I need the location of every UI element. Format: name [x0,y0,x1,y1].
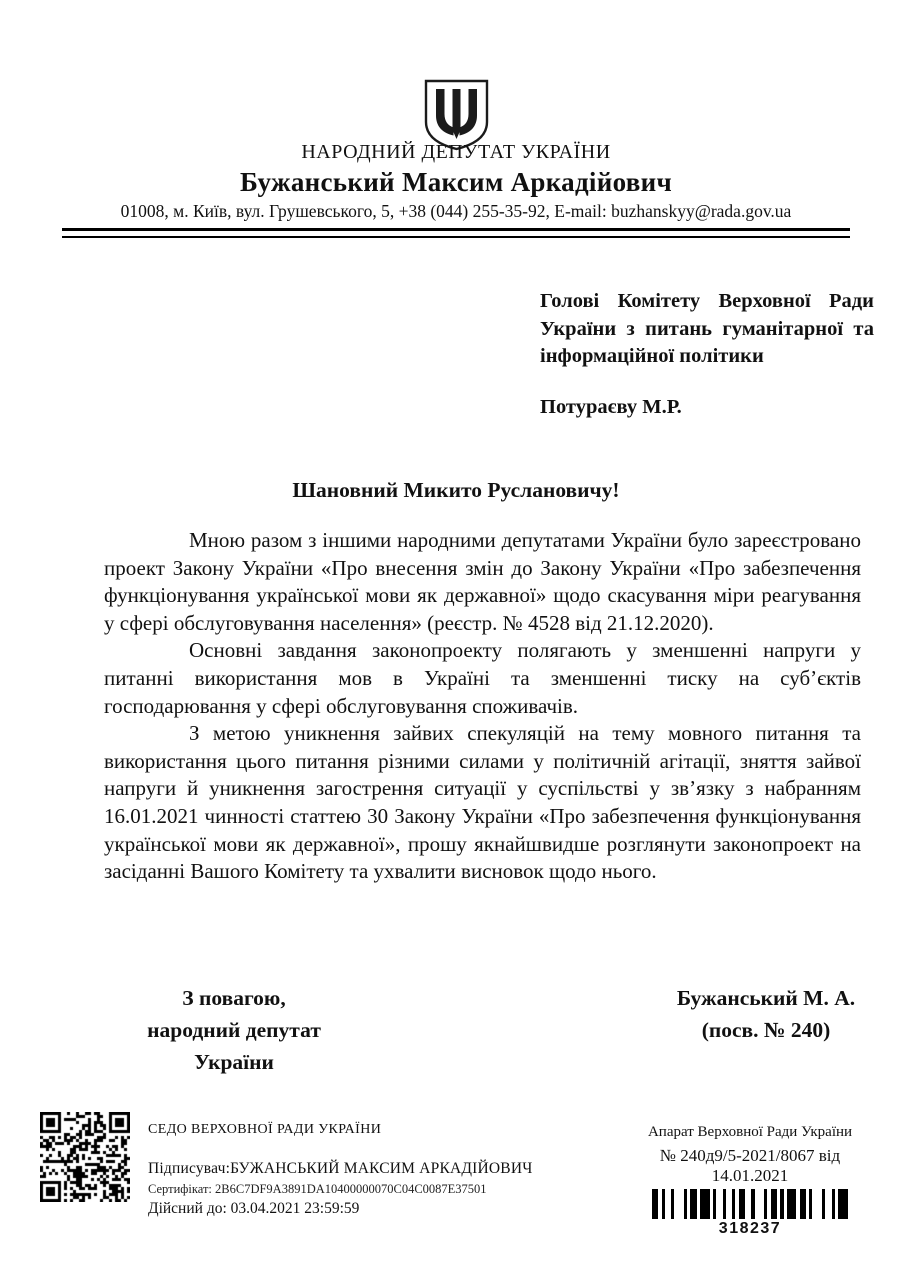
body-paragraph: Основні завдання законопроекту полягають у зменшенні напруги у питанні використання мов в Україні та зменшенні тиску на суб’єктів господарювання у сфері обслуговування споживачів. [104,638,861,718]
barcode-bar [787,1189,797,1219]
addressee-line: України з питань гуманітарної та [540,317,874,340]
signature-credential: (посв. № 240) [701,1018,831,1042]
body-paragraph: Мною разом з іншими народними депутатами України було зареєстровано проект Закону України «Про внесення змін до Закону України «Про забезпечення функціонування української мови як державної» щодо скасування міри реагування у сфері обслуговування населення» (реєстр. № 4528 від 21.12.2020). [104,528,861,635]
addressee-block [540,288,874,371]
registration-office: Апарат Верховної Ради України [647,1124,853,1140]
esign-signer-line: Підписувач:БУЖАНСЬКИЙ МАКСИМ АРКАДІЙОВИЧ [148,1160,533,1177]
addressee-person: Потураєву М.Р. [540,396,682,418]
org-title: НАРОДНИЙ ДЕПУТАТ УКРАЇНИ [301,141,611,163]
barcode-bar [700,1189,710,1219]
addressee-line: Голові Комітету Верховної Ради [540,290,874,312]
letterhead-divider [62,228,850,238]
qr-code [40,1112,130,1202]
signature-name: Бужанський М. А. [676,986,856,1010]
deputy-name: Бужанський Максим Аркадійович [240,167,672,197]
registration-number: № 240д9/5-2021/8067 від 14.01.2021 [659,1146,841,1185]
barcode-number: 318237 [718,1220,782,1237]
signature-closing: З повагою, [182,986,286,1010]
body-paragraph: З метою уникнення зайвих спекуляцій на тему мовного питання та використання цього питання різними силами у політичній агітації, зняття зайвої напруги й уникнення загострення ситуації у суспільстві у зв’язку з набранням 16.01.2021 чинності статтею 30 Закону України «Про забезпечення функціонування української мови як державної», прошу якнайшвидше розглянути законопроект на засіданні Вашого Комітету та ухвалити висновок щодо нього. [104,721,861,884]
signature-left-block [112,982,356,1078]
esign-system-name: СЕДО ВЕРХОВНОЇ РАДИ УКРАЇНИ [148,1122,382,1137]
signature-right-block [644,982,888,1046]
letter-body [104,527,861,886]
registration-block [633,1124,867,1238]
esign-certificate-line: Сертифікат: 2B6C7DF9A3891DA10400000070C04C0087E37501 [148,1182,487,1196]
esign-valid-line: Дійсний до: 03.04.2021 23:59:59 [148,1200,360,1217]
salutation: Шановний Микито Руслановичу! [292,478,620,502]
barcode-gap [674,1189,684,1219]
contact-line: 01008, м. Київ, вул. Грушевського, 5, +38 (044) 255-35-92, E-mail: buzhanskyy@rada.gov.ua [120,201,792,221]
barcode-gap [755,1189,765,1219]
addressee-line: інформаційної політики [540,345,764,367]
signature-role: народний депутат України [147,1018,321,1074]
barcode-gap [812,1189,822,1219]
barcode-bar [838,1189,848,1219]
barcode [652,1189,848,1219]
